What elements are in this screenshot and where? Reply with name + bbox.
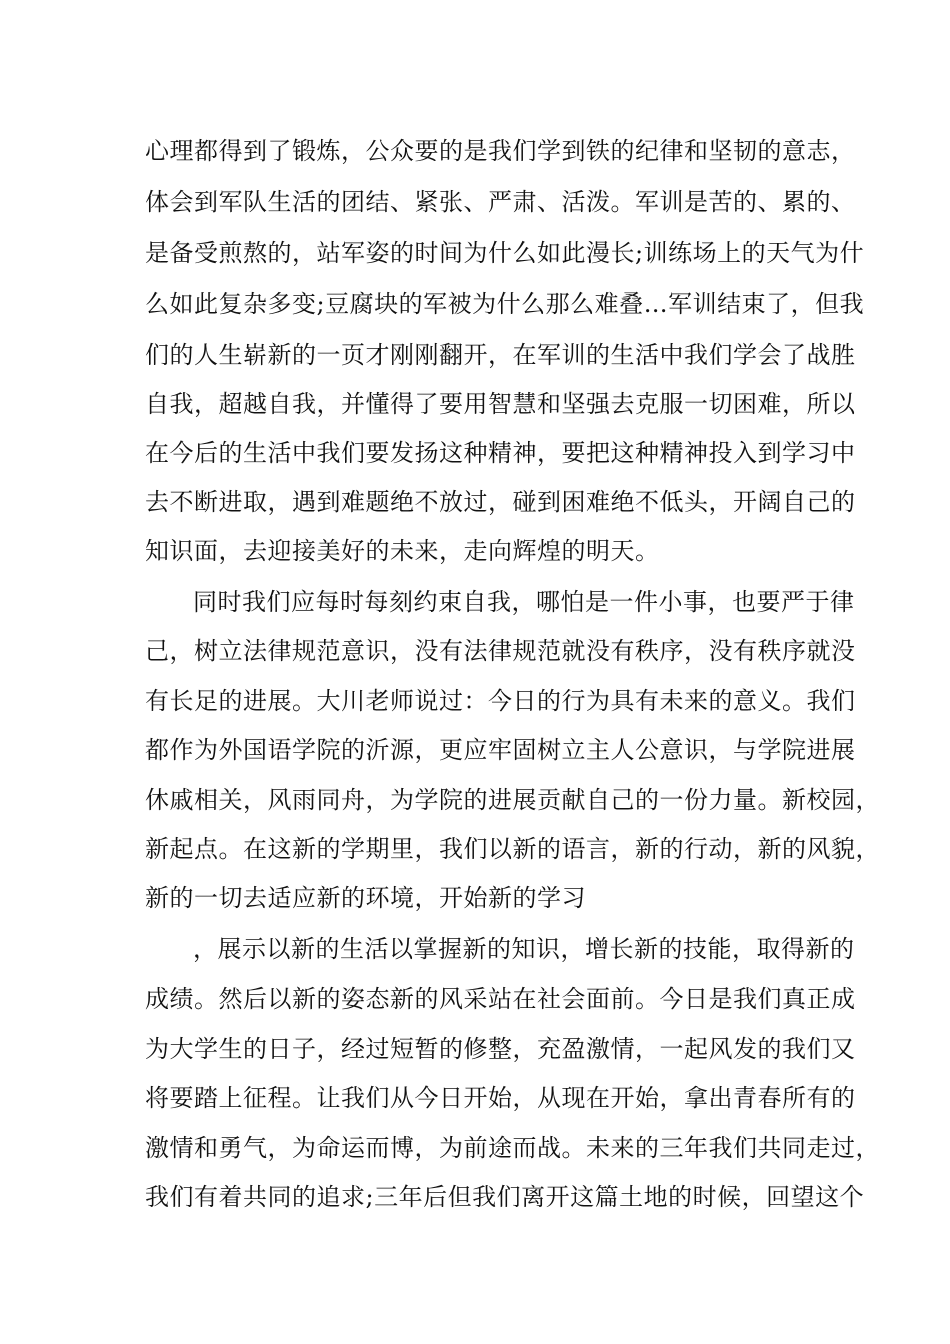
text-line: 在今后的生活中我们要发扬这种精神，要把这种精神投入到学习中 [145, 439, 856, 467]
text-line: 我们有着共同的追求;三年后但我们离开这篇土地的时候，回望这个 [145, 1183, 865, 1211]
text-line: 成绩。然后以新的姿态新的风采站在社会面前。今日是我们真正成 [145, 985, 856, 1013]
text-line: 有长足的进展。大川老师说过：今日的行为具有未来的意义。我们 [145, 687, 856, 715]
text-line: 新的一切去适应新的环境，开始新的学习 [145, 884, 586, 912]
text-line: 自我，超越自我，并懂得了要用智慧和坚强去克服一切困难，所以 [145, 390, 856, 418]
text-line: 知识面，去迎接美好的未来，走向辉煌的明天。 [145, 537, 660, 565]
text-line: 休戚相关，风雨同舟，为学院的进展贡献自己的一份力量。新校园， [145, 786, 880, 814]
text-line: 们的人生崭新的一页才刚刚翻开，在军训的生活中我们学会了战胜 [145, 341, 856, 369]
text-line: 是备受煎熬的，站军姿的时间为什么如此漫长;训练场上的天气为什 [145, 239, 865, 267]
text-line: 激情和勇气，为命运而博，为前途而战。未来的三年我们共同走过， [145, 1134, 880, 1162]
text-line: 同时我们应每时每刻约束自我，哪怕是一件小事，也要严于律 [193, 588, 855, 616]
text-line: 都作为外国语学院的沂源，更应牢固树立主人公意识，与学院进展 [145, 736, 856, 764]
text-line: ，展示以新的生活以掌握新的知识，增长新的技能，取得新的 [193, 935, 855, 963]
text-line: 么如此复杂多变;豆腐块的军被为什么那么难叠…军训结束了，但我 [145, 290, 865, 318]
text-line: 去不断进取，遇到难题绝不放过，碰到困难绝不低头，开阔自己的 [145, 488, 856, 516]
text-line: 为大学生的日子，经过短暂的修整，充盈激情，一起风发的我们又 [145, 1035, 856, 1063]
text-line: 体会到军队生活的团结、紧张、严肃、活泼。军训是苦的、累的、 [145, 188, 856, 216]
text-line: 新起点。在这新的学期里，我们以新的语言，新的行动，新的风貌， [145, 835, 880, 863]
text-line: 己，树立法律规范意识，没有法律规范就没有秩序，没有秩序就没 [145, 637, 856, 665]
text-line: 将要踏上征程。让我们从今日开始，从现在开始，拿出青春所有的 [145, 1084, 856, 1112]
text-line: 心理都得到了锻炼，公众要的是我们学到铁的纪律和坚韧的意志， [145, 137, 856, 165]
